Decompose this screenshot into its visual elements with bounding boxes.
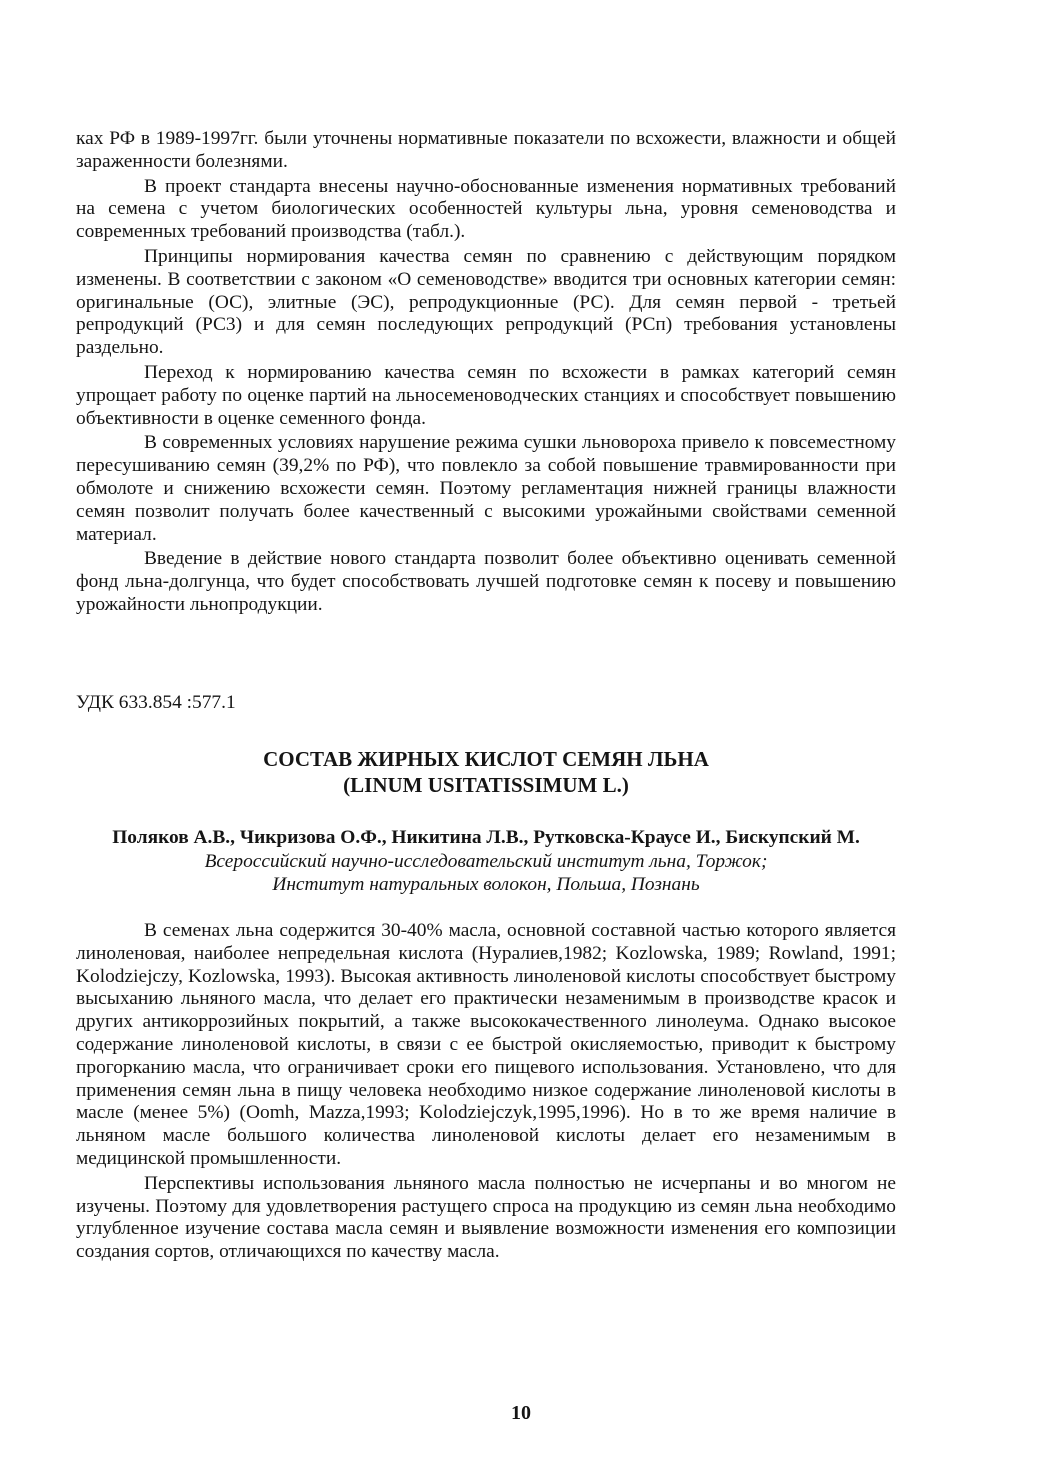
- article-body: [76, 920, 896, 1266]
- paragraph: Перспективы использования льняного масла полностью не исчерпаны и во многом не изучены. Поэтому для удовлетворения растущего спроса на продукцию из семян льна необходимо углубленное изучение состава масла семян и выявление возможности изменения его композиции создания сортов, отличающихся по качеству масла.: [76, 1172, 896, 1263]
- paragraph: В проект стандарта внесены научно-обоснованные изменения нормативных требований на семена с учетом биологических особенностей культуры льна, уровня семеноводства и современных требований производства (табл.).: [76, 175, 896, 243]
- authors: Поляков А.В., Чикризова О.Ф., Никитина Л.В., Рутковска-Краусе И., Бискупский М.: [112, 827, 860, 848]
- paragraph: В современных условиях нарушение режима сушки льновороха привело к повсеместному пересушиванию семян (39,2% по РФ), что повлекло за собой повышение травмированности при обмолоте и снижению всхожести семян. Поэтому регламентация нижней границы влажности семян позволит получать более качественный с высокими урожайными свойствами семенной материал.: [76, 432, 896, 545]
- article-title: [76, 746, 896, 798]
- paragraph: ках РФ в 1989-1997гг. были уточнены нормативные показатели по всхожести, влажности и общей зараженности болезнями.: [76, 128, 896, 172]
- title-line: (LINUM USITATISSIMUM L.): [343, 773, 629, 797]
- affiliation-line: Всероссийский научно-исследовательский институт льна, Торжок;: [204, 851, 768, 872]
- title-line: СОСТАВ ЖИРНЫХ КИСЛОТ СЕМЯН ЛЬНА: [263, 747, 709, 771]
- affiliation-line: Институт натуральных волокон, Польша, Познань: [272, 874, 700, 895]
- paragraph: Переход к нормированию качества семян по всхожести в рамках категорий семян упрощает работу по оценке партий на льносеменоводческих станциях и способствует повышению объективности в оценке семенного фонда.: [76, 361, 896, 429]
- udk-code: УДК 633.854 :577.1: [76, 692, 236, 713]
- top-text-block: [76, 128, 896, 619]
- affiliation: [76, 850, 896, 896]
- paragraph: Принципы нормирования качества семян по сравнению с действующим порядком изменены. В соответствии с законом «О семеноводстве» вводится три основных категории семян: оригинальные (ОС), элитные (ЭС), репродукционные (РС). Для семян первой - третьей репродукций (РС3) и для семян последующих репродукций (РСп) требования установлены раздельно.: [76, 245, 896, 359]
- paragraph: В семенах льна содержится 30-40% масла, основной составной частью которого является линоленовая, наиболее непредельная кислота (Нуралиев,1982; Kozlowska, 1989; Rowland, 1991; Kolodziejczy, Kozlowska, 1993). Высокая активность линоленовой кислоты способствует быстрому высыханию льняного масла, что делает его практически незаменимым в производстве красок и других антикоррозийных покрытий, а также высококачественного линолеума. Однако высокое содержание линоленовой кислоты, в связи с ее быстрой окисляемостью, приводит к быстрому прогорканию масла, что ограничивает сроки его пищевого использования. Установлено, что для применения семян льна в пищу человека необходимо низкое содержание линоленовой кислоты в масле (менее 5%) (Oomh, Mazza,1993; Kolodziejczyk,1995,1996). Но в то же время наличие в льняном масле большого количества линоленовой кислоты делает его незаменимым в медицинской промышленности.: [76, 920, 896, 1169]
- page-number: 10: [511, 1402, 531, 1424]
- paragraph: Введение в действие нового стандарта позволит более объективно оценивать семенной фонд льна-долгунца, что будет способствовать лучшей подготовке семян к посеву и повышению урожайности льнопродукции.: [76, 548, 896, 615]
